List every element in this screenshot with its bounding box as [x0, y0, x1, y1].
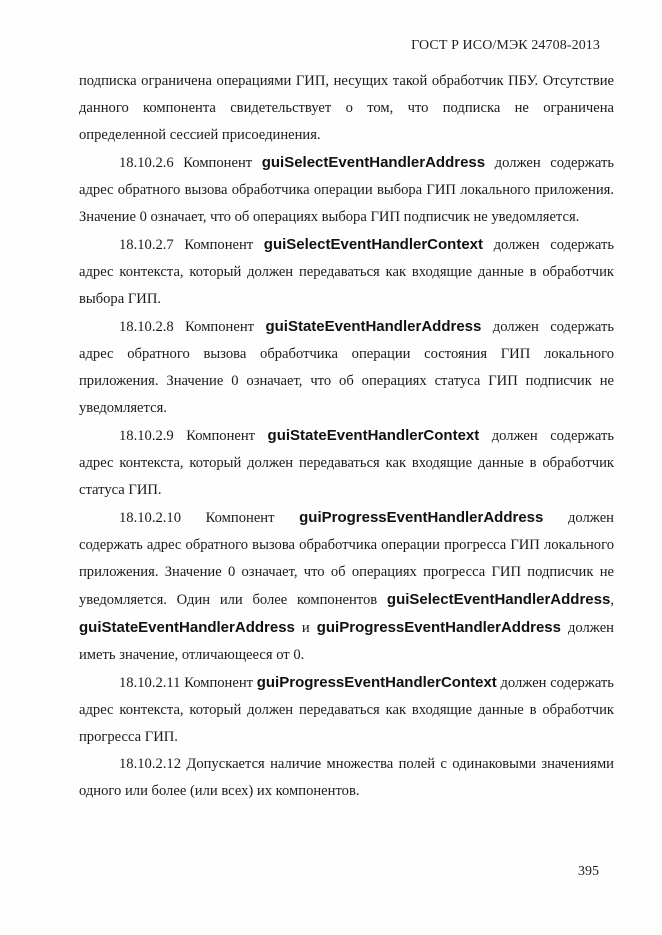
clause-18-10-2-10	[79, 504, 614, 669]
clause-text: должен содержать адрес обратного вызова обработчика операции состояния ГИП локального приложения. Значение 0 означает, что об операциях статуса ГИП подписчик не уведомляется.	[79, 319, 614, 416]
separator: ,	[610, 592, 614, 608]
clause-lead: Компонент	[183, 155, 253, 171]
clause-18-10-2-11	[79, 669, 614, 751]
component-identifier: guiProgressEventHandlerAddress	[316, 619, 561, 636]
clause-text: должен содержать адрес обратного вызова обработчика операции выбора ГИП локального приложения. Значение 0 означает, что об операциях выбора ГИП подписчик не уведомляется.	[79, 155, 614, 225]
component-identifier: guiProgressEventHandlerAddress	[299, 509, 544, 526]
clause-text: должен содержать адрес контекста, который должен передаваться как входящие данные в обработчик статуса ГИП.	[79, 428, 614, 498]
component-identifier: guiStateEventHandlerAddress	[79, 619, 295, 636]
clause-lead: Компонент	[186, 428, 256, 444]
clause-number: 18.10.2.8	[119, 319, 174, 335]
clause-lead: Компонент	[184, 675, 254, 691]
component-identifier: guiSelectEventHandlerAddress	[261, 154, 486, 171]
clause-number: 18.10.2.10	[119, 510, 182, 526]
clause-lead: Компонент	[205, 510, 275, 526]
body-text	[79, 68, 614, 805]
clause-text: Допускается наличие множества полей с одинаковыми значениями одного или более (или всех) их компонентов.	[79, 756, 614, 799]
component-identifier: guiSelectEventHandlerContext	[263, 236, 484, 253]
component-identifier: guiSelectEventHandlerAddress	[386, 591, 611, 608]
component-identifier: guiStateEventHandlerAddress	[265, 318, 482, 335]
paragraph-continuation: подписка ограничена операциями ГИП, несущих такой обработчик ПБУ. Отсутствие данного компонента свидетельствует о том, что подписка не ограничена определенной сессией присоединения.	[79, 73, 614, 143]
clause-number: 18.10.2.12	[119, 756, 182, 772]
clause-lead: Компонент	[185, 319, 255, 335]
clause-number: 18.10.2.11	[119, 675, 181, 691]
clause-number: 18.10.2.6	[119, 155, 174, 171]
clause-18-10-2-9	[79, 422, 614, 504]
conjunction: и	[301, 620, 310, 636]
clause-lead: Компонент	[184, 237, 254, 253]
component-identifier: guiProgressEventHandlerContext	[256, 674, 497, 691]
clause-text: должен иметь значение, отличающееся от 0.	[79, 620, 614, 663]
component-identifier: guiStateEventHandlerContext	[267, 427, 480, 444]
clause-number: 18.10.2.7	[119, 237, 174, 253]
clause-18-10-2-12	[79, 751, 614, 805]
clause-number: 18.10.2.9	[119, 428, 174, 444]
clause-18-10-2-7	[79, 231, 614, 313]
running-header: ГОСТ Р ИСО/МЭК 24708-2013	[411, 38, 600, 53]
clause-18-10-2-8	[79, 313, 614, 422]
clause-18-10-2-6	[79, 149, 614, 231]
clause-text: должен содержать адрес контекста, который должен передаваться как входящие данные в обработчик выбора ГИП.	[79, 237, 614, 307]
page-number: 395	[578, 864, 599, 879]
clause-text: должен содержать адрес контекста, который должен передаваться как входящие данные в обработчик прогресса ГИП.	[79, 675, 614, 745]
clause-text: должен содержать адрес обратного вызова обработчика операции прогресса ГИП локального приложения. Значение 0 означает, что об операциях прогресса ГИП подписчик не уведомляется. Один или более компонентов	[79, 510, 614, 608]
